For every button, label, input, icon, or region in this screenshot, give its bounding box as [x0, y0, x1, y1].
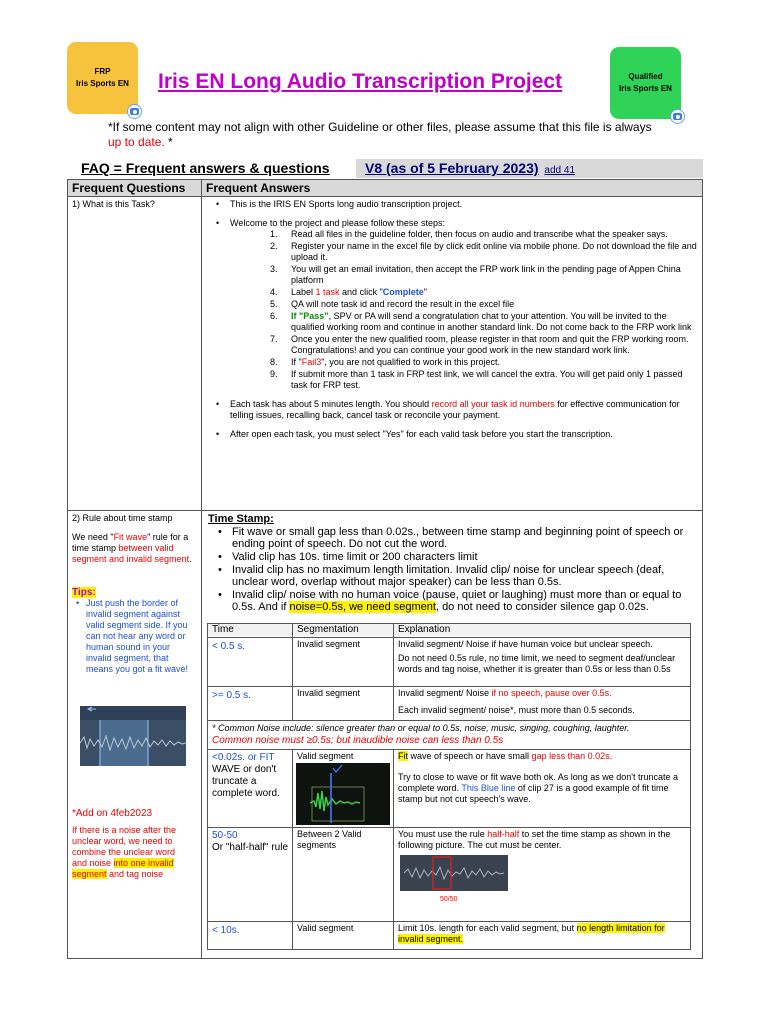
need-red: between valid segment and invalid segment: [72, 543, 190, 564]
step-item: [270, 357, 698, 368]
r2-exp1: [398, 688, 686, 699]
table-line: [208, 686, 690, 687]
note-end: *: [164, 135, 173, 149]
r3-seg: Valid segment: [297, 751, 354, 761]
step-text: Register your name in the excel file by click edit online via mobile phone. Do not download the file and upload it.: [291, 241, 697, 262]
common-noise-1: * Common Noise include: silence greater than or equal to 0.5s, noise, music, singing, coughing, laughter.: [212, 723, 630, 733]
r4-time-rest: Or "half-half" rule: [212, 842, 289, 853]
step-number: 7.: [270, 334, 278, 344]
ts-highlight: noise=0.5s, we need segment: [289, 601, 436, 613]
table-line: [393, 749, 394, 949]
time-stamp-list: [218, 526, 698, 614]
answer-1-bullet-4: • After open each task, you must select "Yes" for each valid task before you start the transcription.: [216, 429, 698, 440]
r3-time-rest: WAVE or don't truncate a complete word.: [212, 764, 280, 799]
r4-time-blue: 50-50: [212, 830, 238, 841]
bullet-red: record all your task id numbers: [431, 399, 555, 409]
bullet-text: for effective communication for telling issues, recalling back, cancel task or reconcile your payment.: [230, 399, 680, 420]
r3-time-blue: <0.02s. or FIT: [212, 752, 275, 763]
r3-time: [212, 752, 290, 800]
qualified-badge: [610, 47, 681, 119]
step-text: If submit more than 1 task in FRP test link, we will cancel the extra. You will get paid only 1 passed task for FRP test.: [291, 369, 683, 390]
camera-icon[interactable]: [127, 104, 142, 119]
r5-exp: [398, 923, 686, 945]
camera-icon[interactable]: [670, 109, 685, 124]
frp-badge-line2: Iris Sports EN: [76, 79, 129, 88]
step-item: [270, 241, 698, 263]
r5-exp-highlight: no length limitation for invalid segment.: [398, 923, 665, 944]
tips-item: • Just push the border of invalid segment against valid segment side. If you can not hear any word or human sound in your invalid segment, that means you got a fit wave!: [86, 598, 192, 675]
step-red: 1 task: [315, 287, 340, 297]
note-text: *If some content may not align with other Guideline or other files, please assume that this file is always: [108, 120, 652, 134]
step-text: Label: [291, 287, 316, 297]
step-text: ": [423, 287, 427, 297]
step-item: [270, 311, 698, 333]
ts-item: • Fit wave or small gap less than 0.02s., between time stamp and beginning point of speech or ending point of speech. Do not cut the word.: [218, 526, 698, 550]
step-number: 8.: [270, 357, 278, 367]
answer-1: [206, 199, 698, 448]
faq-header-row: [67, 159, 703, 178]
frp-badge: [67, 42, 138, 114]
need-red: Fit wave: [113, 532, 148, 542]
page-title: Iris EN Long Audio Transcription Project: [158, 70, 563, 93]
version-label: V8 (as of 5 February 2023): [365, 160, 539, 176]
r5-seg: Valid segment: [297, 923, 354, 933]
r1-time: < 0.5 s.: [212, 641, 246, 652]
col-segmentation: Segmentation: [293, 624, 393, 636]
r3-blue-line: This Blue line: [461, 783, 516, 793]
need-text: .: [189, 554, 192, 564]
ts-item: • Valid clip has 10s. time limit or 200 characters limit: [218, 551, 698, 563]
answer-1-bullet-3: [216, 399, 698, 421]
step-number: 4.: [270, 287, 278, 297]
step-item: [270, 334, 698, 356]
r1-exp2: Do not need 0.5s rule, no time limit, we need to segment deaf/unclear words and tag noise, whether it is greater than 0.5s or less than 0.5s: [398, 653, 676, 674]
r3-exp1: [398, 751, 686, 762]
bullet-text: Each task has about 5 minutes length. You should: [230, 399, 432, 409]
half-half-graphic: [400, 855, 508, 891]
table-line: [208, 921, 690, 922]
step-item: [270, 229, 698, 240]
r4-time: [212, 830, 290, 854]
fail-label: Fail3: [301, 357, 322, 367]
qualified-badge-line2: Iris Sports EN: [619, 84, 672, 93]
noise-highlight: into one invalid segment: [72, 858, 174, 879]
r3-exp2: [398, 772, 686, 805]
step-number: 2.: [270, 241, 278, 251]
ts-item: [218, 589, 698, 613]
noise-note: [72, 825, 192, 880]
r3-exp2-text: of clip 27 is a good example of fit time stamp but not cut speech's wave.: [398, 783, 669, 804]
table-line: [292, 749, 293, 949]
half-half-label: 50/50: [440, 896, 458, 903]
faq-title: FAQ = Frequent answers & questions: [81, 160, 330, 176]
table-line: [208, 720, 690, 721]
r4-exp-red: half-half: [487, 829, 520, 839]
fit-wave-note: [72, 532, 192, 565]
ts-text: , do not need to consider silence gap 0.02s.: [435, 601, 649, 613]
r3-exp1-red: gap less than 0.02s.: [531, 751, 613, 761]
answer-1-bullet-2: [216, 218, 698, 391]
r4-exp: [398, 829, 686, 851]
update-note: [108, 120, 668, 150]
row-divider: [68, 510, 702, 511]
steps-list: [230, 229, 698, 391]
header-divider: [68, 196, 702, 197]
waveform-graphic: [80, 706, 186, 766]
step-item: [270, 299, 698, 310]
r2-time: >= 0.5 s.: [212, 690, 251, 701]
need-text: " rule for a time stamp: [72, 532, 189, 553]
complete-label: Complete: [382, 287, 424, 297]
step-number: 1.: [270, 229, 278, 239]
r2-exp1-red: if no speech, pause over 0.5s.: [491, 688, 612, 698]
step-number: 9.: [270, 369, 278, 379]
step-item: [270, 369, 698, 391]
table-line: [208, 637, 690, 638]
ts-item: • Invalid clip has no maximum length limitation. Invalid clip/ noise for unclear speech (deaf, unclear word, overlap without major speaker) can be less than 0.5s.: [218, 564, 698, 588]
step-text: , SPV or PA will send a congratulation chat to your attention. You will be invited to the qualified working room and continue in another standard link. Do not come back to the FRP work link: [291, 311, 692, 332]
noise-text: and tag noise: [106, 869, 164, 879]
header-answers: Frequent Answers: [202, 180, 702, 196]
step-text: and click ": [339, 287, 383, 297]
version-banner: [356, 159, 703, 178]
need-text: We need ": [72, 532, 114, 542]
r3-exp2-text: Try to close to wave or fit wave both ok. As long as we don't truncate a complete word.: [398, 772, 679, 793]
r4-seg: Between 2 Valid segments: [297, 829, 362, 850]
version-add: add 41: [544, 165, 576, 176]
table-line: [208, 827, 690, 828]
r5-exp-text: Limit 10s. length for each valid segment, but: [398, 923, 577, 933]
ts-text: Invalid clip/ noise with no human voice (pause, quiet or laughing) must more than or equal to 0.5s. And if: [232, 589, 682, 613]
step-text: If ": [291, 357, 302, 367]
r2-exp1-text: Invalid segment/ Noise: [398, 688, 492, 698]
noise-text: If there is a noise after the unclear word, we need to combine the unclear word and noise: [72, 825, 177, 868]
time-stamp-title: Time Stamp:: [208, 513, 274, 525]
col-explanation: Explanation: [394, 624, 690, 636]
step-number: 3.: [270, 264, 278, 274]
r3-exp1-text: wave of speech or have small: [408, 751, 532, 761]
col-time: Time: [208, 624, 292, 636]
r1-exp1: Invalid segment/ Noise if have human voice but unclear speech.: [398, 639, 653, 649]
step-text: You will get an email invitation, then accept the FRP work link in the pending page of Appen China platform: [291, 264, 681, 285]
r4-exp-text: to set the time stamp as shown in the following picture. The cut must be center.: [398, 829, 671, 850]
step-text: ", you are not qualified to work in this project.: [321, 357, 501, 367]
frp-badge-line1: FRP: [94, 67, 111, 77]
steps-intro: Welcome to the project and please follow these steps:: [230, 218, 445, 228]
r2-exp2: Each invalid segment/ noise*, must more than 0.5 seconds.: [398, 705, 635, 715]
table-line: [208, 749, 690, 750]
step-number: 6.: [270, 311, 278, 321]
step-number: 5.: [270, 299, 278, 309]
column-divider: [201, 180, 202, 958]
step-text: Read all files in the guideline folder, then focus on audio and transcribe what the speaker says.: [291, 229, 668, 239]
tips-block: [72, 587, 192, 675]
faq-table: [67, 179, 703, 959]
r5-time: < 10s.: [212, 925, 240, 936]
r3-fit-highlight: Fit: [398, 751, 408, 761]
note-red: up to date.: [108, 135, 165, 149]
header-questions: Frequent Questions: [68, 180, 201, 196]
segmentation-table: [207, 623, 691, 950]
r1-seg: Invalid segment: [297, 639, 361, 649]
half-half-image: [400, 855, 508, 891]
r2-seg: Invalid segment: [297, 688, 361, 698]
question-2: 2) Rule about time stamp: [72, 513, 173, 523]
fit-wave-image: [296, 763, 390, 825]
table-line: [292, 624, 293, 720]
common-noise-2: Common noise must ≥0.5s; but inaudible noise can less than 0.5s: [212, 735, 504, 746]
qualified-badge-line1: Qualified: [628, 72, 663, 82]
answer-1-bullet-1: • This is the IRIS EN Sports long audio transcription project.: [216, 199, 698, 210]
table-line: [393, 624, 394, 720]
fit-wave-graphic: [296, 763, 390, 825]
step-text: QA will note task id and record the result in the excel file: [291, 299, 515, 309]
step-item: [270, 287, 698, 298]
pass-label: If "Pass": [291, 311, 329, 321]
r4-exp-text: You must use the rule: [398, 829, 488, 839]
step-text: Once you enter the new qualified room, please register in that room and quit the FRP working room. Congratulations! and you can continue your good work in the new standard work link.: [291, 334, 689, 355]
tips-label: Tips:: [72, 587, 96, 598]
add-note: *Add on 4feb2023: [72, 808, 153, 819]
step-item: [270, 264, 698, 286]
question-1: 1) What is this Task?: [72, 199, 155, 209]
waveform-thumbnail: [80, 706, 186, 766]
